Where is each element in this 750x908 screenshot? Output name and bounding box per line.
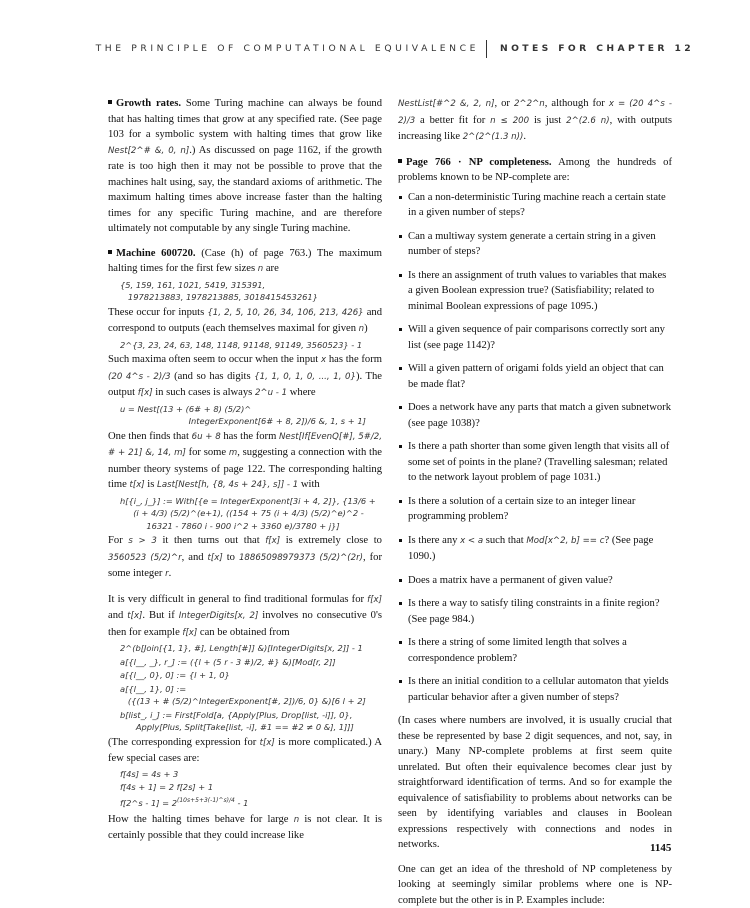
bullet-icon <box>399 539 402 542</box>
np-threshold-paragraph: One can get an idea of the threshold of NP completeness by looking at seemingly similar problems where one is NP-complete but the other is in P. Examples include: <box>398 862 672 908</box>
running-header <box>0 40 750 60</box>
machine-title: Machine 600720. <box>116 248 196 259</box>
bullet-icon <box>399 367 402 370</box>
bullet-icon <box>399 196 402 199</box>
right-column <box>398 96 672 908</box>
special-case-2: f[4s + 1] = 2 f[2s] + 1 <box>120 781 382 794</box>
list-item: Is there a solution of a certain size to an integer linear programming problem? <box>398 494 672 525</box>
list-item: Is there an initial condition to a cellular automaton that yields particular behavior after a given number of steps? <box>398 674 672 705</box>
formula-code-3: a[{l__, 0}, 0] := {l + 1, 0} <box>120 669 382 682</box>
form-paragraph: Such maxima often seem to occur when the input x has the form (20 4^s - 2)/3 (and so has digits {1, 1, 0, 1, 0, ..., 1, 0}). The output f[x] in such cases is always 2^u - 1 where <box>108 352 382 402</box>
np-completeness-title: Page 766 · NP completeness. <box>406 157 552 168</box>
page-number: 1145 <box>650 842 671 854</box>
large-n-paragraph: How the halting times behave for large n is not clear. It is certainly possible that they could increase like <box>108 812 382 844</box>
bullet-icon <box>399 641 402 644</box>
list-item: Will a given pattern of origami folds yield an object that can be made flat? <box>398 361 672 392</box>
square-bullet-icon <box>108 250 112 254</box>
np-discussion-paragraph: (In cases where numbers are involved, it is usually crucial that these be represented by base 2 digit sequences, and not, say, in unary.) Many NP-complete problems at first seem quite unrelated. But often their equivalence becomes clear just by straightforward identification of terms. And so for example the equivalence of satisfiability to problems about networks can be seen by identifying variables and clauses in Boolean expressions respectively with connections and nodes in networks. <box>398 713 672 853</box>
machine-paragraph: Machine 600720. (Case (h) of page 763.) The maximum halting times for the first few sizes n are <box>108 246 382 278</box>
u-definition-code: u = Nest[(13 + (6# + 8) (5/2)^ IntegerExponent[6# + 8, 2])/6 &, 1, s + 1] <box>120 403 382 428</box>
list-item: Does a network have any parts that match a given subnetwork (see page 1038)? <box>398 400 672 431</box>
growth-continued-paragraph: NestList[#^2 &, 2, n], or 2^2^n, although for x = (20 4^s - 2)/3 a better fit for n ≤ 200 is just 2^(2.6 n), with outputs increasing like 2^(2^(1.3 n)). <box>398 96 672 146</box>
bullet-icon <box>399 500 402 503</box>
list-item: Is there a way to satisfy tiling constraints in a finite region? (See page 984.) <box>398 596 672 627</box>
special-case-1: f[4s] = 4s + 3 <box>120 768 382 781</box>
list-item: Is there an assignment of truth values to variables that makes a given Boolean expression true? (Satisfiability; related to minimal Boolean expressions of page 1095.) <box>398 268 672 315</box>
asymptotic-paragraph: For s > 3 it then turns out that f[x] is extremely close to 3560523 (5/2)^r, and t[x] to 18865098979373 (5/2)^(2r), for some integer r. <box>108 533 382 583</box>
square-bullet-icon <box>108 100 112 104</box>
header-chapter: NOTES FOR CHAPTER 12 <box>500 43 694 54</box>
halting-times-list: {5, 159, 161, 1021, 5419, 315391, 1978213883, 1978213885, 3018415453261} <box>120 279 382 304</box>
bullet-icon <box>399 406 402 409</box>
list-item: Will a given sequence of pair comparisons correctly sort any list (see page 1142)? <box>398 322 672 353</box>
np-problems-list <box>398 190 672 706</box>
bullet-icon <box>399 680 402 683</box>
list-item: Can a non-deterministic Turing machine reach a certain state in a given number of steps? <box>398 190 672 221</box>
bullet-icon <box>399 602 402 605</box>
outputs-code: 2^{3, 23, 24, 63, 148, 1148, 91148, 91149, 3560523} - 1 <box>120 339 382 352</box>
np-completeness-paragraph: Page 766 · NP completeness. Among the hundreds of problems known to be NP-complete are: <box>398 155 672 186</box>
list-item: Is there a path shorter than some given length that visits all of some set of points in the plane? (Travelling salesman; related to the network layout problem of page 1031.) <box>398 439 672 486</box>
h-definition-code: h[{i_, j_}] := With[{e = IntegerExponent[3i + 4, 2]}, {13/6 + (i + 4/3) (5/2)^(e+1), ((154 + 75 (i + 4/3) (5/2)^e)^2 - 16321 - 7860 i - 900 i^2 + 3360 e)/3780 + j}] <box>120 495 382 533</box>
growth-rates-paragraph: Growth rates. Some Turing machine can always be found that has halting times that grow at any specified rate. (See page 103 for a symbolic system with halting times that grow like Nest[2^# &, 0, n].) As discussed on page 1162, if the growth rate is too high then it may not be possible to prove that the machines halt using, say, the standard axioms of arithmetic. The maximum halting times above increase faster than the halting times for any specific Turing machine, and are therefore ultimately not computable by any single Turing machine. <box>108 96 382 237</box>
special-case-3: f[2^s - $1] = 2^{(10s+5+3(-1)\^{}s)/4} - 1$ <box>120 795 382 809</box>
header-book-title: THE PRINCIPLE OF COMPUTATIONAL EQUIVALENCE <box>96 43 479 54</box>
formula-code-5: b[list_, i_] := First[Fold[a, {Apply[Plus, Drop[list, -i]], 0}, Apply[Plus, Split[Take[list, -i], #1 == #2 ≠ 0 &], 1]]] <box>120 709 382 734</box>
formulas-paragraph: It is very difficult in general to find traditional formulas for f[x] and t[x]. But if IntegerDigits[x, 2] involves no consecutive 0's then for example f[x] can be obtained from <box>108 592 382 642</box>
list-item: Does a matrix have a permanent of given value? <box>398 573 672 589</box>
growth-rates-title: Growth rates. <box>116 98 181 109</box>
list-item: Is there any x < a such that Mod[x^2, b] == c? (See page 1090.) <box>398 533 672 565</box>
left-column <box>108 96 382 844</box>
corresponding-paragraph: (The corresponding expression for t[x] is more complicated.) A few special cases are: <box>108 735 382 767</box>
square-bullet-icon <box>398 159 402 163</box>
formula-code-2: a[{l__, _}, r_] := ({l + (5 r - 3 #)/2, #} &)[Mod[r, 2]] <box>120 656 382 669</box>
bullet-icon <box>399 579 402 582</box>
header-divider <box>486 40 487 58</box>
formula-code-1: 2^(b[Join[{1, 1}, #], Length[#]] &)[IntegerDigits[x, 2]] - 1 <box>120 642 382 655</box>
bullet-icon <box>399 328 402 331</box>
bullet-icon <box>399 235 402 238</box>
formula-code-4: a[{l__, 1}, 0] := ({(13 + # (5/2)^IntegerExponent[#, 2])/6, 0} &)[6 l + 2] <box>120 683 382 708</box>
bullet-icon <box>399 274 402 277</box>
list-item: Is there a string of some limited length that solves a correspondence problem? <box>398 635 672 666</box>
inputs-paragraph: These occur for inputs {1, 2, 5, 10, 26, 34, 106, 213, 426} and correspond to outputs (each themselves maximal for given n) <box>108 305 382 338</box>
bullet-icon <box>399 445 402 448</box>
list-item: Can a multiway system generate a certain string in a given number of steps? <box>398 229 672 260</box>
nest-form-paragraph: One then finds that 6u + 8 has the form Nest[If[EvenQ[#], 5#/2, # + 21] &, 14, m] for some m, suggesting a connection with the number theory systems of page 122. The corresponding halting time t[x] is Last[Nest[h, {8, 4s + 24}, s]] - 1 with <box>108 429 382 494</box>
nest-expr: Nest[2^# &, 0, n] <box>108 146 189 156</box>
